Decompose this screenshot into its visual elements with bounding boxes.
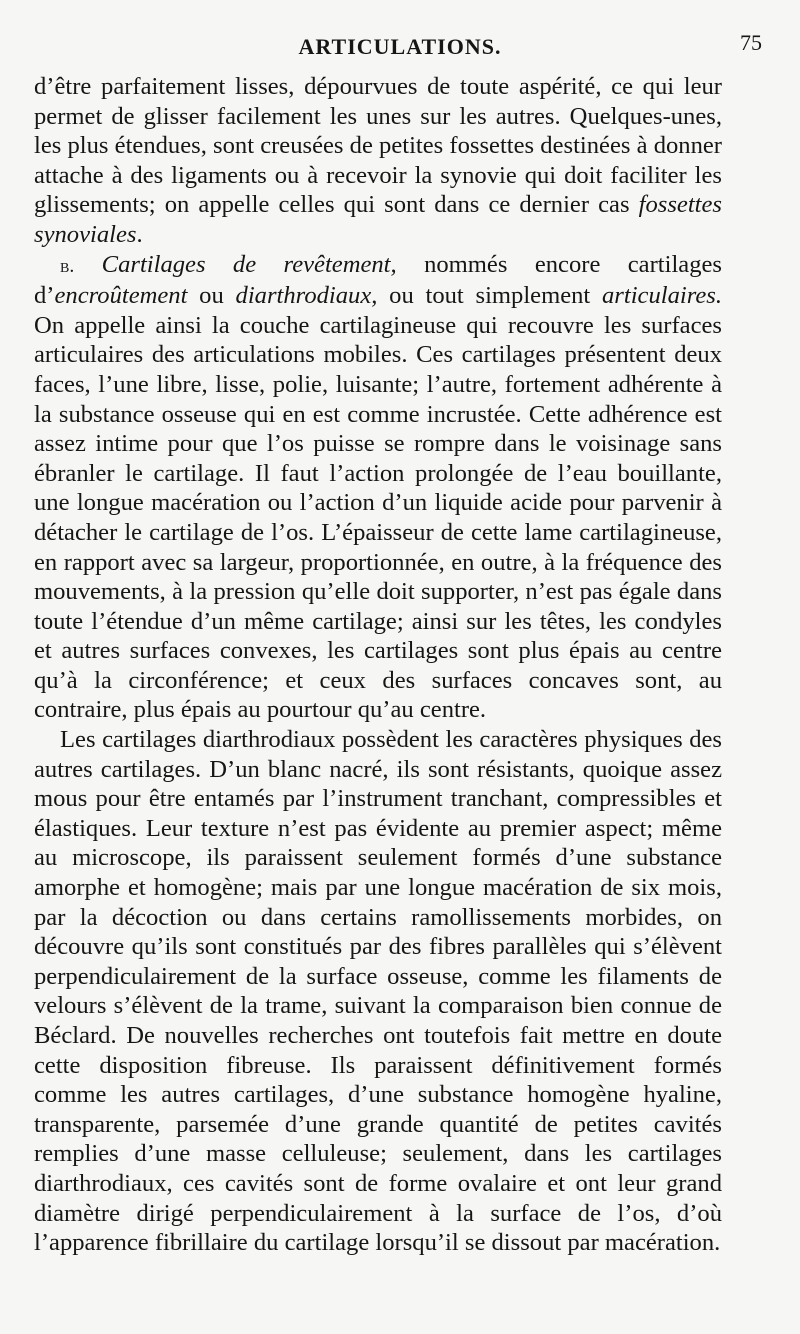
paragraph-text: ou — [187, 282, 236, 310]
paragraph-text: ou tout simplement — [377, 282, 602, 310]
paragraph-text: On appelle ainsi la couche cartilagineuse qui recouvre les surfaces articulaires des articulations mobiles. Ces cartilages présentent deux faces, l’une libre, lisse, polie, luisante; l’autre, fortement adhérente à la substance osseuse qui en est comme incrustée. Cette adhérence est assez intime pour que l’os puisse se rompre dans le voisinage sans ébranler le cartilage. Il faut l’action prolongée de l’eau bouillante, une longue macération ou l’action d’un liquide acide pour parvenir à détacher le cartilage de l’os. L’épaisseur de cette lame cartilagineuse, en rapport avec sa largeur, proportionnée, en outre, à la fréquence des mouvements, à la pression qu’elle doit supporter, n’est pas égale dans toute l’étendue d’un même cartilage; ainsi sur les têtes, les condyles et autres surfaces convexes, les cartilages sont plus épais au centre qu’à la circonférence; et ceux des surfaces concaves sont, au contraire, plus épais au pourtour qu’au centre. — [34, 311, 722, 724]
running-title: ARTICULATIONS. — [298, 34, 502, 59]
italic-term: fossettes synoviales — [34, 191, 722, 248]
paragraph-text: d’être parfaitement lisses, dépourvues de toute aspérité, ce qui leur permet de glisser facilement les unes sur les autres. Quelques-unes, les plus étendues, sont creusées de petites fossettes destinées à donner attache à des ligaments ou à recevoir la synovie qui doit faciliter les glissements; on appelle celles qui sont dans ce dernier cas — [34, 73, 722, 219]
italic-term: articulaires. — [602, 282, 723, 310]
page-header — [36, 28, 764, 64]
section-heading: Cartilages de revêtement, — [101, 250, 397, 278]
paragraph — [34, 725, 722, 1258]
paragraph-text: . — [136, 220, 143, 248]
paragraph — [34, 72, 722, 250]
paragraph-text: Les cartilages diarthrodiaux possèdent les caractères physiques des autres cartilages. D’un blanc nacré, ils sont résistants, quoique assez mous pour être entamés par l’instrument tranchant, compressibles et élastiques. Leur texture n’est pas évidente au premier aspect; même au microscope, ils paraissent seulement formés d’une substance amorphe et homogène; mais par une longue macération de six mois, par la décoction ou dans certains ramollissements morbides, on découvre qu’ils sont constitués par des fibres parallèles qui s’élèvent perpendiculairement de la surface osseuse, comme les filaments de velours s’élèvent de la trame, suivant la comparaison bien connue de Béclard. De nouvelles recherches ont toutefois fait mettre en doute cette disposition fibreuse. Ils paraissent définitivement formés comme les autres cartilages, d’une substance homogène hyaline, transparente, parsemée d’une grande quantité de petites cavités remplies d’une masse celluleuse; seulement, dans les cartilages diarthrodiaux, ces cavités sont de forme ovalaire et ont leur grand diamètre dirigé perpendiculairement à la surface de l’os, d’où l’apparence fibrillaire du cartilage lorsqu’il se dissout par macération. — [34, 726, 722, 1257]
paragraph — [34, 250, 722, 726]
section-marker: b. — [60, 254, 75, 277]
body-text — [34, 72, 722, 1258]
italic-term: encroûtement — [54, 282, 188, 310]
italic-term: diarthrodiaux, — [235, 282, 378, 310]
page-number: 75 — [740, 30, 762, 55]
paragraph-text: nommés encore cartilages d’ — [34, 250, 722, 310]
